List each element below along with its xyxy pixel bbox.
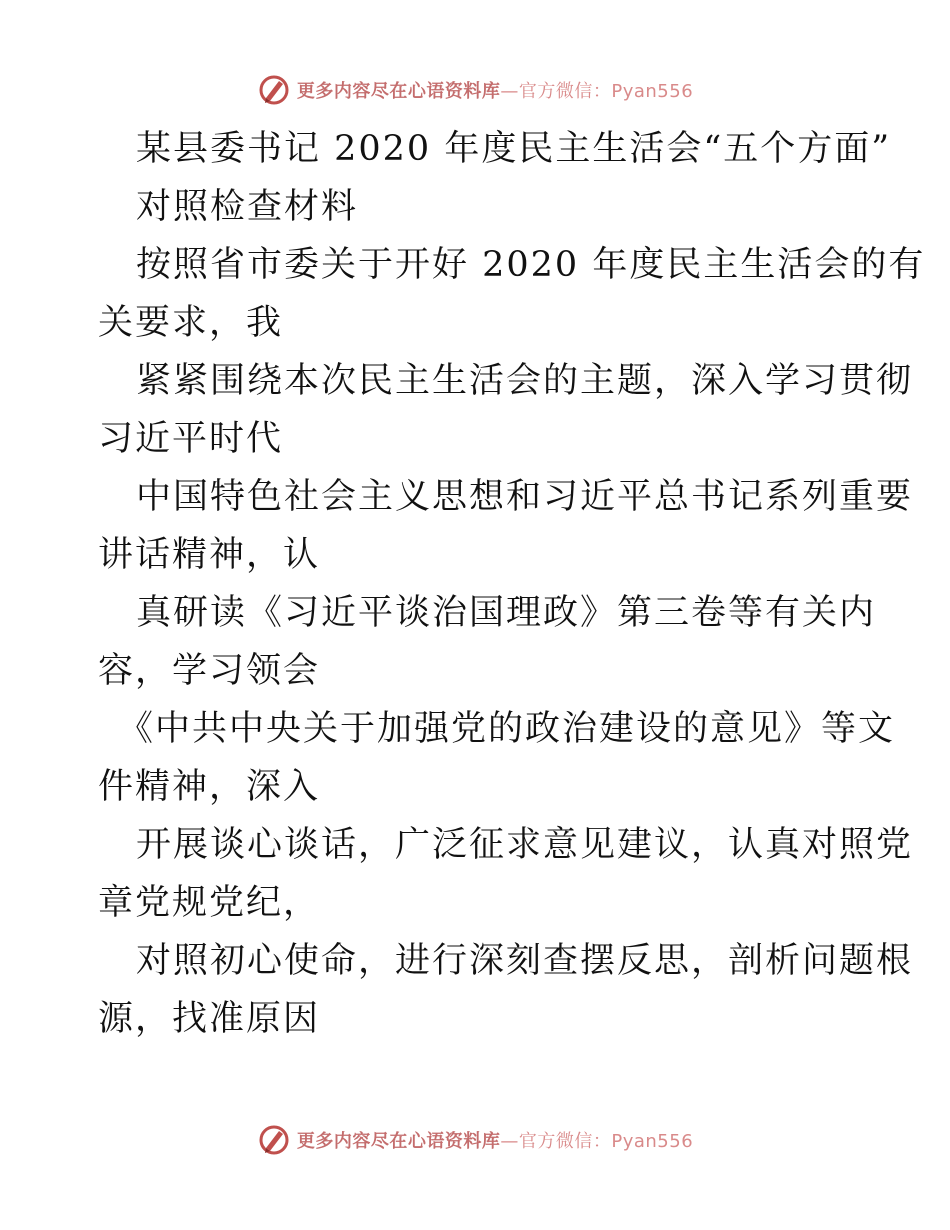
pen-circle-logo-icon (257, 1123, 291, 1157)
paragraph-line: 习近平时代 (98, 419, 284, 459)
banner-separator: — (500, 81, 519, 102)
paragraph-line: 中国特色社会主义思想和习近平总书记系列重要 (136, 477, 914, 517)
banner-main-text: 更多内容尽在心语资料库 (296, 81, 501, 102)
paragraph-line: 紧紧围绕本次民主生活会的主题，深入学习贯彻 (136, 361, 914, 401)
banner-text (297, 1127, 693, 1153)
pen-circle-logo-icon (257, 73, 291, 107)
header-banner (0, 70, 950, 110)
paragraph-line: 《中共中央关于加强党的政治建设的意见》等文 (118, 709, 896, 749)
banner-main-text: 更多内容尽在心语资料库 (296, 1131, 501, 1152)
banner-wechat-label: 官方微信： (518, 81, 612, 102)
paragraph-line: 按照省市委关于开好 2020 年度民主生活会的有 (136, 245, 926, 285)
paragraph-line: 件精神，深入 (98, 767, 321, 807)
banner-wechat-label: 官方微信： (518, 1131, 612, 1152)
banner-text (297, 77, 693, 103)
document-body (98, 120, 926, 1048)
paragraph-line: 源，找准原因 (98, 999, 321, 1039)
banner-wechat-id: Pyan556 (611, 1131, 694, 1152)
paragraph-line: 开展谈心谈话，广泛征求意见建议，认真对照党 (136, 825, 914, 865)
banner-wechat-id: Pyan556 (611, 81, 694, 102)
paragraph-line: 章党规党纪， (98, 883, 321, 923)
paragraph-line: 讲话精神，认 (98, 535, 321, 575)
paragraph-line: 关要求，我 (98, 303, 284, 343)
footer-banner (0, 1120, 950, 1160)
banner-separator: — (500, 1131, 519, 1152)
title-line-2: 对照检查材料 (136, 187, 359, 227)
title-line-1: 某县委书记 2020 年度民主生活会“五个方面” (136, 129, 892, 169)
paragraph-line: 真研读《习近平谈治国理政》第三卷等有关内 (136, 593, 877, 633)
paragraph-line: 容，学习领会 (98, 651, 321, 691)
paragraph-line: 对照初心使命，进行深刻查摆反思，剖析问题根 (136, 941, 914, 981)
